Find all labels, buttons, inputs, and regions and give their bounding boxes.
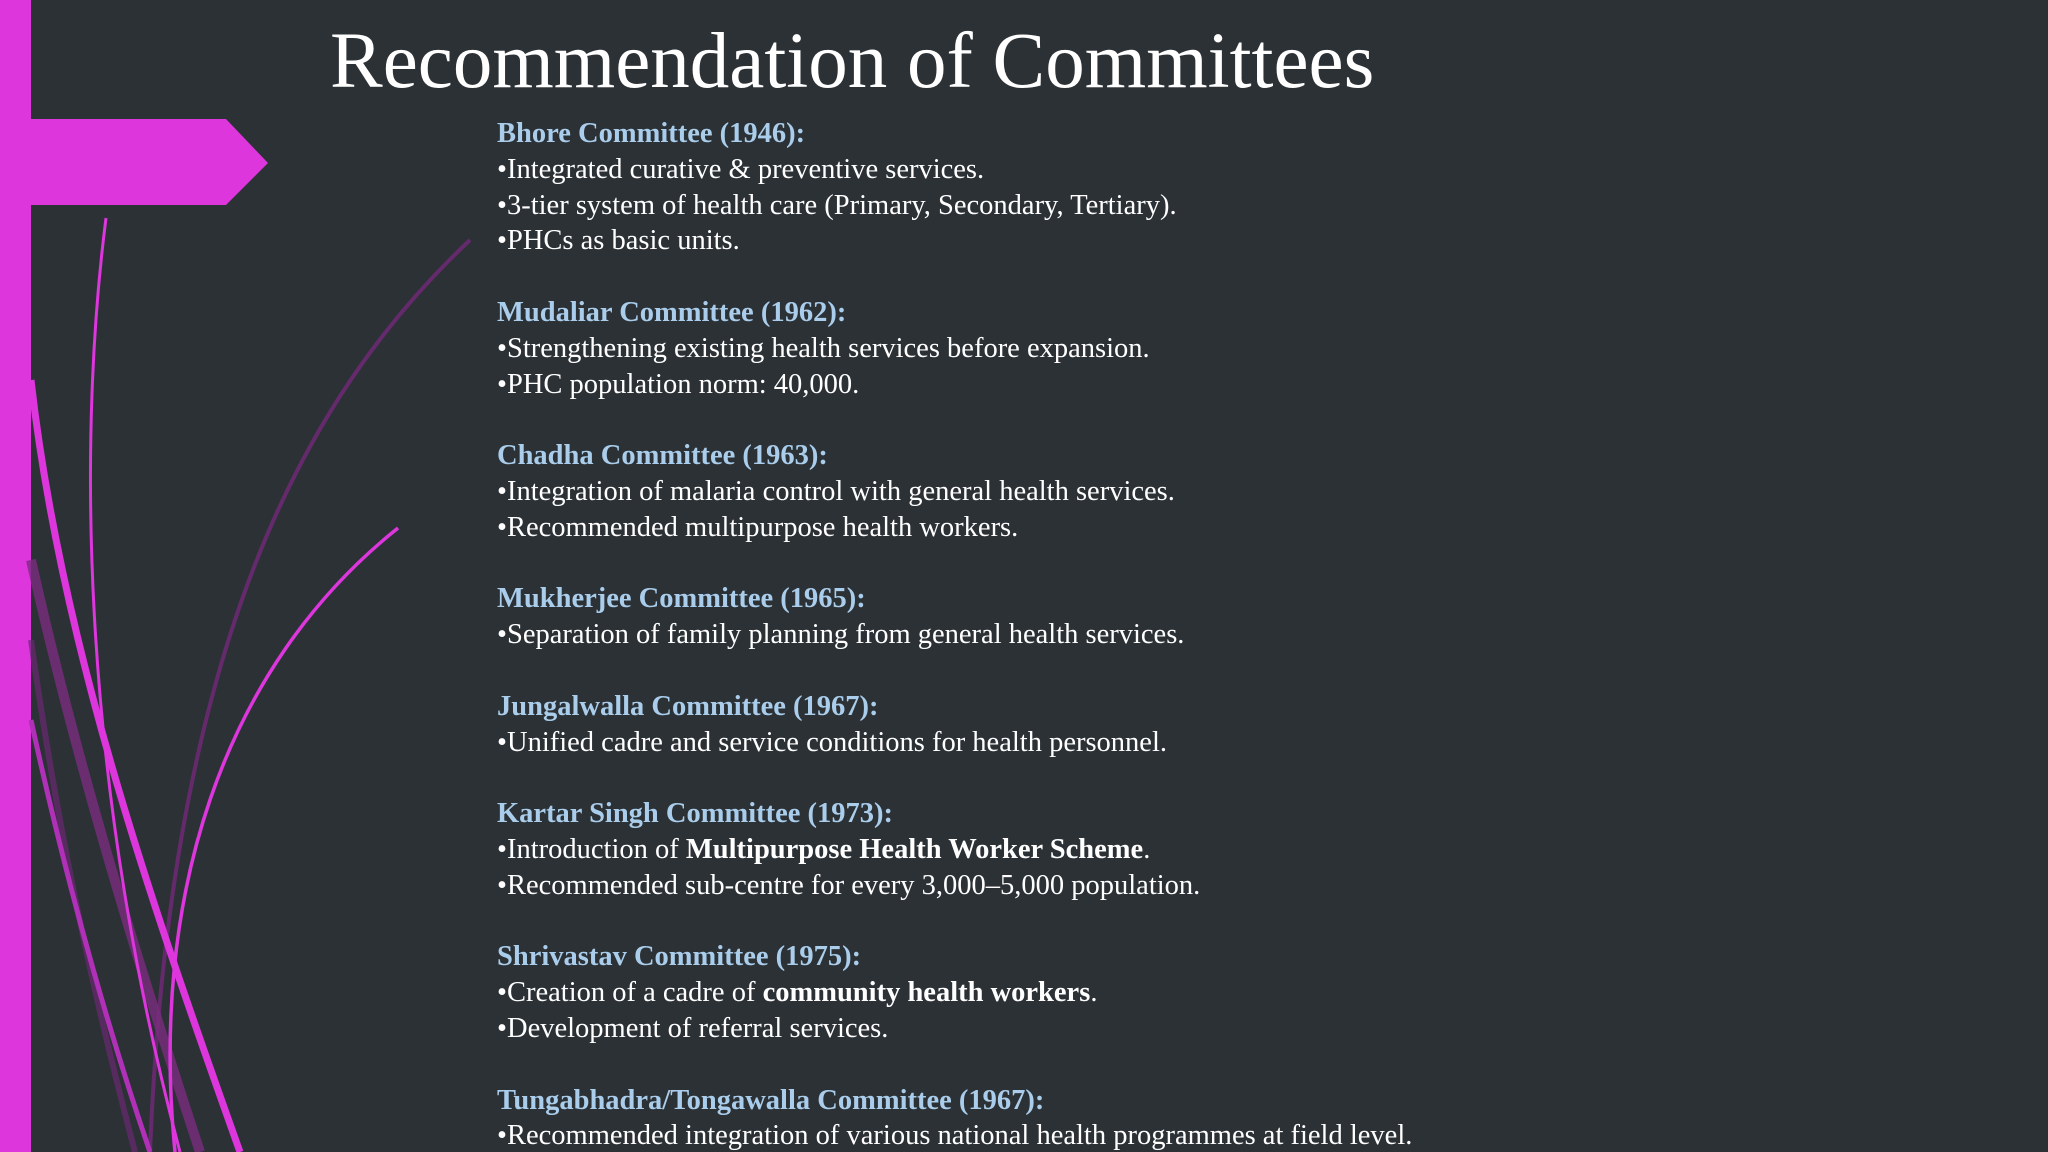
committee-section (497, 116, 2017, 259)
bullet-item (497, 975, 2017, 1011)
bullet-item (497, 188, 2017, 224)
bullet-mark: • (497, 332, 507, 364)
slide-title: Recommendation of Committees (330, 18, 1375, 105)
curve-faint-1 (150, 240, 470, 1152)
committee-heading: Bhore Committee (1946): (497, 118, 806, 149)
bullet-mark: • (497, 1012, 507, 1044)
bullet-text: Introduction of (506, 833, 686, 865)
bullet-text: Integrated curative & preventive services. (506, 153, 985, 185)
bullet-emphasis: Multipurpose Health Worker Scheme (685, 833, 1144, 865)
bullet-mark: • (497, 153, 507, 185)
bullet-text: Recommended integration of various national health programmes at field level. (506, 1120, 1413, 1152)
committee-heading: Shrivastav Committee (1975): (497, 941, 862, 973)
bullet-item (497, 1118, 2017, 1152)
committee-heading: Tungabhadra/Tongawalla Committee (1967): (497, 1084, 1045, 1116)
bullet-mark: • (497, 726, 507, 758)
bullet-text: Integration of malaria control with general health services. (506, 475, 1175, 507)
bullet-mark: • (497, 1120, 507, 1152)
committee-heading: Mudaliar Committee (1962): (497, 296, 847, 328)
bullet-mark: • (497, 619, 507, 651)
bullet-item (497, 832, 2017, 868)
bullet-text: 3-tier system of health care (Primary, Secondary, Tertiary). (506, 189, 1177, 221)
committee-heading: Jungalwalla Committee (1967): (497, 690, 879, 722)
curve-faint-2 (31, 560, 200, 1152)
committee-section (497, 796, 2017, 903)
bullet-text: Development of referral services. (506, 1012, 889, 1044)
bullet-item (497, 510, 2017, 546)
bullet-item (497, 1011, 2017, 1047)
committee-heading: Chadha Committee (1963): (497, 440, 828, 472)
bullet-text-end: . (1090, 977, 1098, 1009)
bullet-item (497, 223, 2017, 259)
bullet-mark: • (497, 189, 507, 221)
bullet-mark: • (497, 833, 507, 865)
bullet-item (497, 617, 2017, 653)
curve-bright-2 (31, 380, 240, 1152)
bullet-mark: • (497, 511, 507, 543)
bullet-mark: • (497, 869, 507, 901)
bullet-mark: • (497, 475, 507, 507)
bullet-text: Creation of a cadre of (506, 977, 763, 1009)
bullet-mark: • (497, 368, 507, 400)
bullet-text: PHCs as basic units. (506, 225, 740, 257)
bullet-item (497, 868, 2017, 904)
committee-section (497, 689, 2017, 761)
bullet-text-end: . (1143, 833, 1151, 865)
committee-section (497, 939, 2017, 1046)
bullet-text: Separation of family planning from general health services. (506, 619, 1185, 651)
committee-heading: Mukherjee Committee (1965): (497, 583, 866, 615)
bullet-mark: • (497, 977, 507, 1009)
bullet-text: Recommended multipurpose health workers. (506, 511, 1019, 543)
committee-heading: Kartar Singh Committee (1973): (497, 798, 894, 830)
committee-section (497, 1083, 2017, 1152)
committee-list (497, 116, 2017, 1152)
committee-section (497, 295, 2017, 402)
bullet-item (497, 152, 2017, 188)
bullet-item (497, 367, 2017, 403)
arrow-tab (0, 119, 268, 205)
bullet-text: Strengthening existing health services before expansion. (506, 332, 1150, 364)
committee-section (497, 581, 2017, 653)
bullet-item (497, 331, 2017, 367)
bullet-text: Unified cadre and service conditions for health personnel. (506, 726, 1167, 758)
bullet-text: Recommended sub-centre for every 3,000–5,000 population. (506, 869, 1201, 901)
bullet-emphasis: community health workers (762, 977, 1091, 1009)
bullet-text: PHC population norm: 40,000. (506, 368, 860, 400)
bullet-item (497, 725, 2017, 761)
bullet-item (497, 474, 2017, 510)
bullet-mark: • (497, 225, 507, 257)
committee-section (497, 438, 2017, 545)
